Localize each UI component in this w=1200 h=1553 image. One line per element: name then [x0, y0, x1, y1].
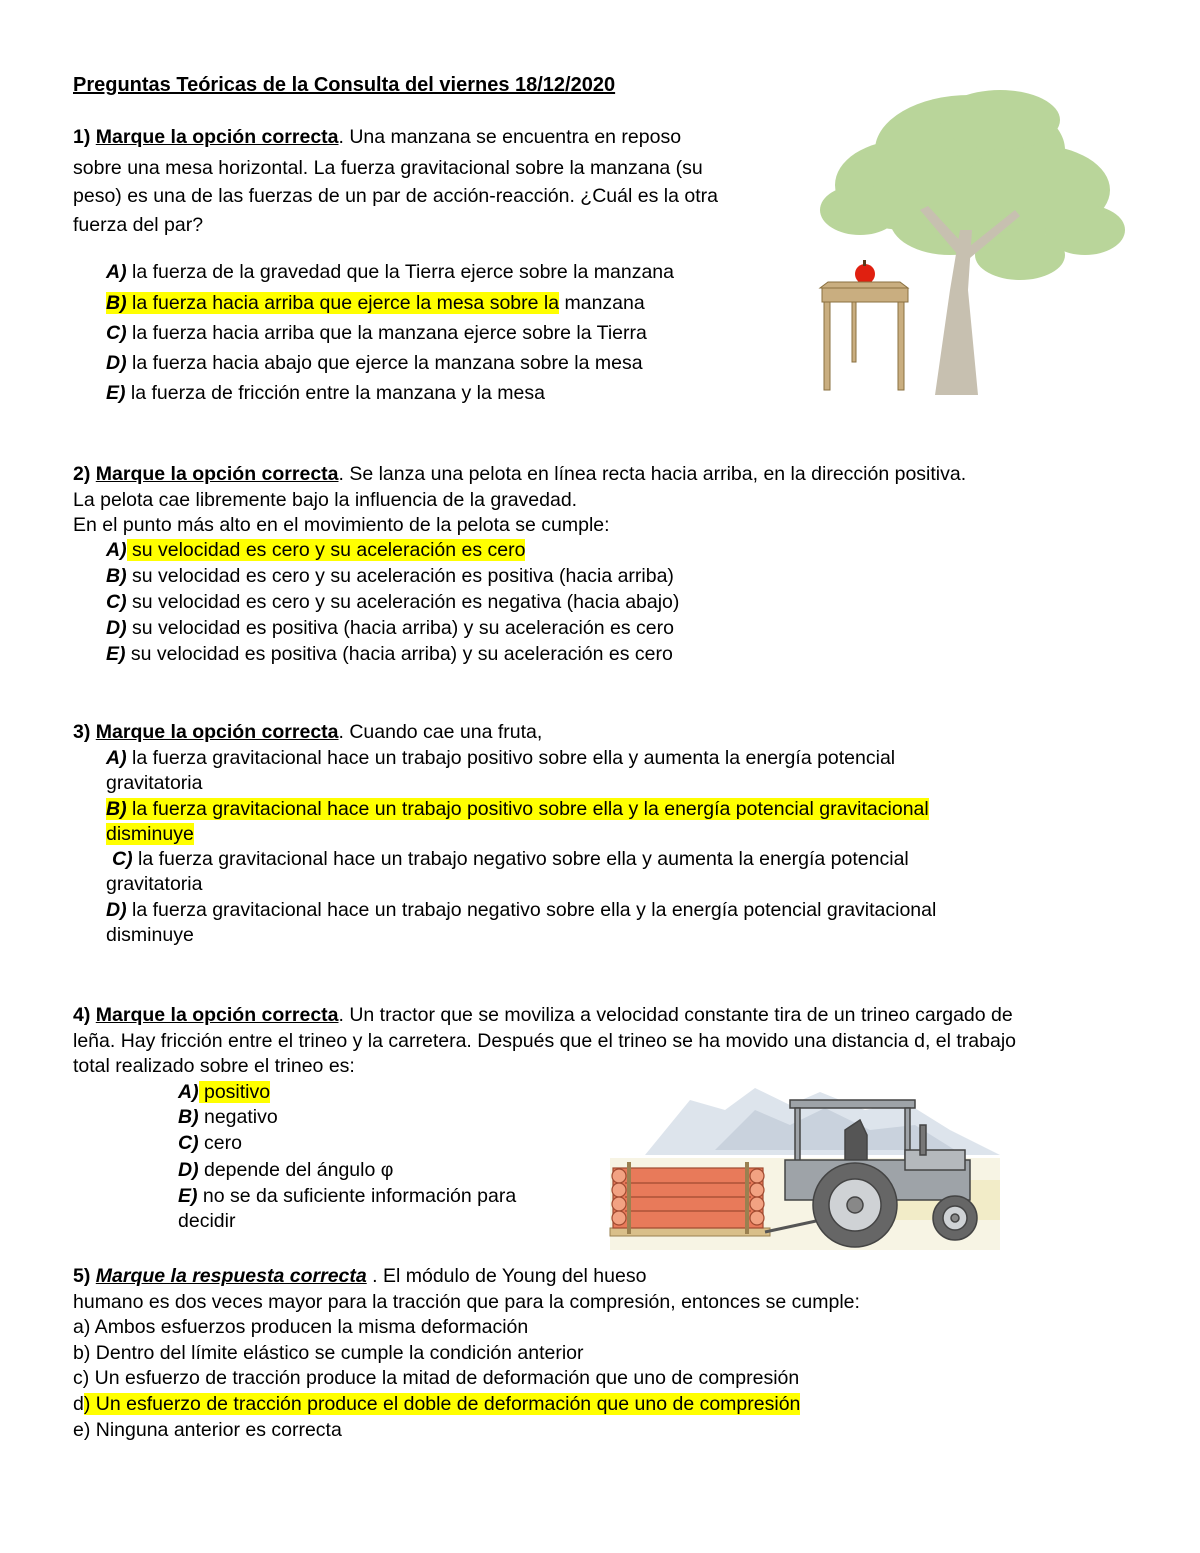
option-letter: D)	[106, 899, 127, 921]
q3-option-d	[106, 897, 936, 923]
q5-option-c	[73, 1365, 799, 1391]
q4-option-b	[178, 1104, 278, 1130]
option-text: Ninguna anterior es correcta	[90, 1419, 342, 1441]
option-letter: D)	[178, 1159, 199, 1181]
q3-option-b	[106, 796, 929, 822]
option-letter: E)	[106, 382, 126, 404]
apple-icon	[855, 264, 875, 284]
q2-statement-line-2: La pelota cae libremente bajo la influencia de la gravedad.	[73, 489, 578, 511]
option-letter: E)	[178, 1185, 198, 1207]
option-text-highlighted: la fuerza hacia arriba que ejerce la mesa sobre la	[126, 292, 560, 314]
option-letter: A)	[106, 261, 127, 283]
option-text: la fuerza gravitacional hace un trabajo negativo sobre ella y la energía potencial gravitacional	[126, 899, 937, 921]
q2-option-c	[106, 589, 679, 615]
option-text: su velocidad es positiva (hacia arriba) y su aceleración es cero	[125, 643, 673, 665]
q1-statement-line-2: sobre una mesa horizontal. La fuerza gravitacional sobre la manzana (su	[73, 157, 703, 179]
option-letter: B)	[106, 798, 127, 820]
q2-statement-line-3: En el punto más alto en el movimiento de la pelota se cumple:	[73, 514, 610, 536]
option-letter: B)	[106, 292, 127, 314]
q5-option-e	[73, 1417, 342, 1443]
q1-statement-line-3: peso) es una de las fuerzas de un par de acción-reacción. ¿Cuál es la otra	[73, 185, 718, 207]
option-text: depende del ángulo φ	[198, 1159, 394, 1181]
q3-option-b-cont	[106, 821, 194, 847]
q4-heading: Marque la opción correcta	[95, 1004, 339, 1026]
q5-option-a	[73, 1314, 528, 1340]
q4-number: 4)	[73, 1004, 91, 1026]
option-text-highlighted: positivo	[198, 1081, 271, 1103]
option-letter: C)	[178, 1132, 199, 1154]
q1-statement-line-1	[73, 124, 681, 150]
q2-text: . Se lanza una pelota en línea recta hacia arriba, en la dirección positiva.	[338, 463, 967, 485]
option-text-highlighted: ) Un esfuerzo de tracción produce el doble de deformación que uno de compresión	[83, 1393, 801, 1415]
q3-option-c-cont: gravitatoria	[106, 873, 203, 895]
q5-option-b	[73, 1340, 584, 1366]
option-letter: b)	[73, 1342, 91, 1364]
page-title: Preguntas Teóricas de la Consulta del viernes 18/12/2020	[73, 74, 616, 96]
q4-option-a	[178, 1079, 270, 1105]
q4-option-e-cont: decidir	[178, 1210, 236, 1232]
option-text: la fuerza gravitacional hace un trabajo positivo sobre ella y aumenta la energía potencial	[126, 747, 896, 769]
option-text: su velocidad es cero y su aceleración es positiva (hacia arriba)	[126, 565, 674, 587]
option-letter: B)	[178, 1106, 199, 1128]
option-letter: c)	[73, 1367, 90, 1389]
option-text: su velocidad es positiva (hacia arriba) y su aceleración es cero	[126, 617, 674, 639]
q4-text: . Un tractor que se moviliza a velocidad constante tira de un trineo cargado de	[338, 1004, 1013, 1026]
q4-statement-line-3: total realizado sobre el trineo es:	[73, 1055, 355, 1077]
option-text: negativo	[198, 1106, 278, 1128]
option-text: Un esfuerzo de tracción produce la mitad de deformación que uno de compresión	[89, 1367, 800, 1389]
option-letter: d	[73, 1393, 84, 1415]
option-letter: a)	[73, 1316, 91, 1338]
option-text: la fuerza gravitacional hace un trabajo negativo sobre ella y aumenta la energía potencial	[132, 848, 909, 870]
option-letter: B)	[106, 565, 127, 587]
q1-option-d	[106, 350, 643, 376]
option-text: la fuerza hacia abajo que ejerce la manzana sobre la mesa	[126, 352, 643, 374]
option-text-highlighted: la fuerza gravitacional hace un trabajo positivo sobre ella y la energía potencial gravitacional	[126, 798, 929, 820]
apple-table-illustration	[800, 80, 1135, 395]
q1-heading: Marque la opción correcta	[95, 126, 339, 148]
q4-statement-line-2: leña. Hay fricción entre el trineo y la carretera. Después que el trineo se ha movido una distancia d, el trabajo	[73, 1030, 1017, 1052]
q2-number: 2)	[73, 463, 91, 485]
q4-statement-line-1	[73, 1002, 1013, 1028]
option-letter: e)	[73, 1419, 91, 1441]
firewood-logs	[612, 1168, 764, 1228]
option-text: Dentro del límite elástico se cumple la condición anterior	[90, 1342, 584, 1364]
option-letter: D)	[106, 352, 127, 374]
option-text: no se da suficiente información para	[197, 1185, 517, 1207]
q1-option-c	[106, 320, 647, 346]
q5-statement-line-1	[73, 1263, 646, 1289]
option-text: cero	[198, 1132, 242, 1154]
option-letter: D)	[106, 617, 127, 639]
q3-option-a-cont: gravitatoria	[106, 772, 203, 794]
option-letter: A)	[106, 539, 127, 561]
q3-option-d-cont: disminuye	[106, 924, 194, 946]
q5-number: 5)	[73, 1265, 91, 1287]
option-letter: A)	[106, 747, 127, 769]
option-text: la fuerza de fricción entre la manzana y la mesa	[125, 382, 545, 404]
q5-option-d	[73, 1391, 800, 1417]
q2-option-e	[106, 641, 673, 667]
option-text: la fuerza hacia arriba que la manzana ejerce sobre la Tierra	[126, 322, 647, 344]
q1-option-a	[106, 259, 674, 285]
q3-number: 3)	[73, 721, 91, 743]
option-letter: C)	[106, 322, 127, 344]
option-letter: C)	[106, 591, 127, 613]
q3-statement-line-1	[73, 719, 542, 745]
q5-statement-line-2: humano es dos veces mayor para la tracción que para la compresión, entonces se cumple:	[73, 1291, 860, 1313]
q5-heading: Marque la respuesta correcta	[95, 1265, 367, 1287]
q3-text: . Cuando cae una fruta,	[338, 721, 543, 743]
q1-statement-line-4: fuerza del par?	[73, 214, 204, 236]
option-text-highlighted: disminuye	[106, 823, 194, 845]
q2-option-d	[106, 615, 674, 641]
q4-option-d	[178, 1157, 393, 1183]
q1-option-e	[106, 380, 545, 406]
q2-option-a	[106, 537, 525, 563]
q2-statement-line-1	[73, 461, 966, 487]
option-text: manzana	[559, 292, 645, 314]
option-letter: E)	[106, 643, 126, 665]
option-text: Ambos esfuerzos producen la misma deformación	[90, 1316, 529, 1338]
tractor-illustration	[605, 1080, 1005, 1255]
q3-heading: Marque la opción correcta	[95, 721, 339, 743]
option-text: su velocidad es cero y su aceleración es negativa (hacia abajo)	[126, 591, 680, 613]
q1-option-b	[106, 290, 645, 316]
q2-heading: Marque la opción correcta	[95, 463, 339, 485]
q4-option-e	[178, 1183, 516, 1209]
option-text: la fuerza de la gravedad que la Tierra ejerce sobre la manzana	[126, 261, 674, 283]
q2-option-b	[106, 563, 674, 589]
option-letter: A)	[178, 1081, 199, 1103]
option-text-highlighted: su velocidad es cero y su aceleración es cero	[126, 539, 526, 561]
q3-option-c	[112, 846, 909, 872]
q1-number: 1)	[73, 126, 91, 148]
q3-option-a	[106, 745, 895, 771]
option-letter: C)	[112, 848, 133, 870]
q5-text: . El módulo de Young del hueso	[366, 1265, 647, 1287]
q1-text: . Una manzana se encuentra en reposo	[338, 126, 682, 148]
q4-option-c	[178, 1130, 242, 1156]
